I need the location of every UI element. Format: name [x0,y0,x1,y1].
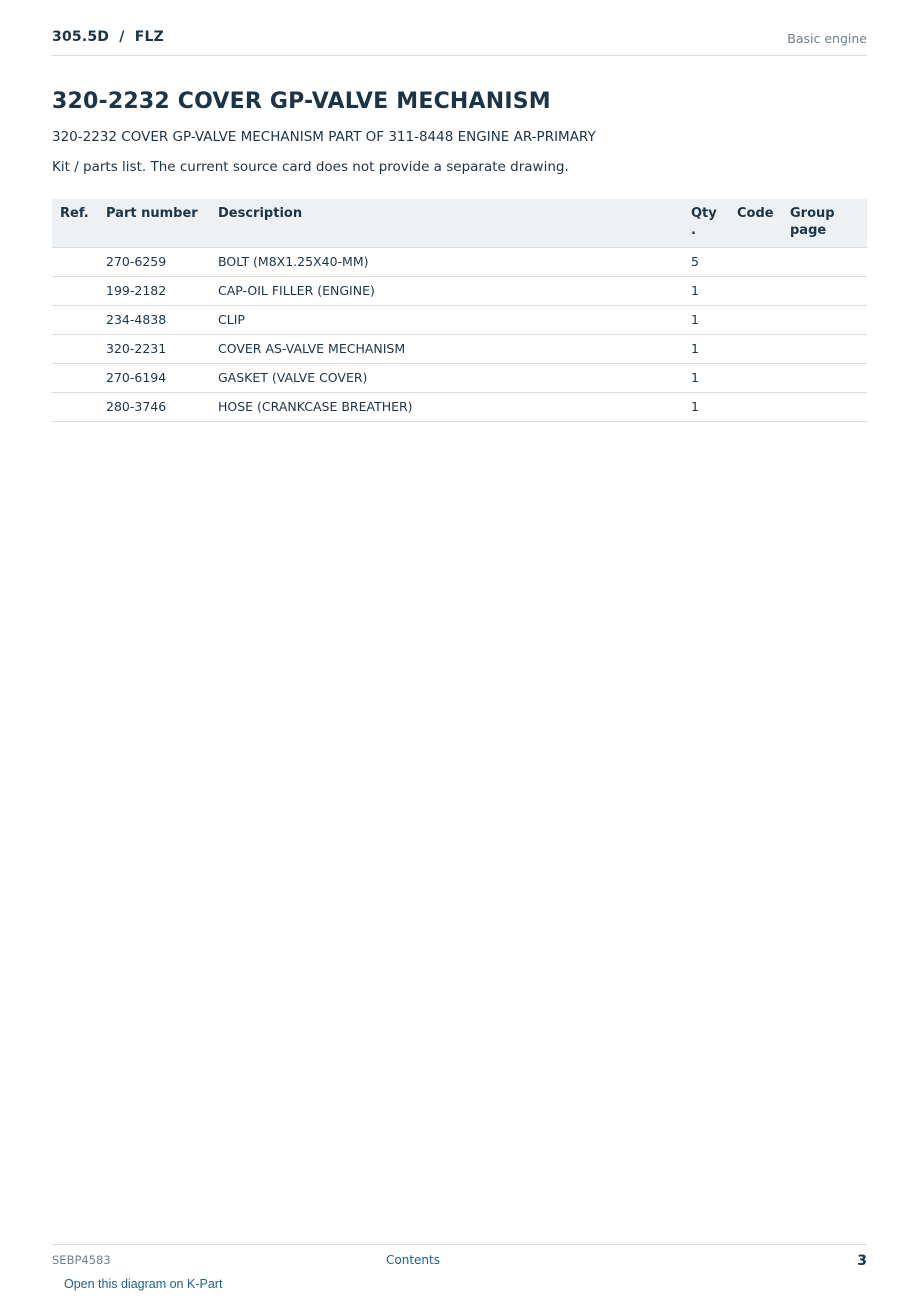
page-number: 3 [857,1253,867,1269]
cell-code [729,277,782,306]
cell-part-number: 270-6259 [98,248,210,277]
cell-qty: 1 [683,277,729,306]
cell-code [729,248,782,277]
page-footer [52,1244,867,1301]
cell-group-page [782,306,867,335]
cell-group-page [782,364,867,393]
cell-description: GASKET (VALVE COVER) [210,364,683,393]
table-row [52,277,867,306]
cell-qty: 1 [683,364,729,393]
cell-part-number: 320-2231 [98,335,210,364]
cell-ref [52,335,98,364]
cell-qty: 1 [683,306,729,335]
cell-code [729,335,782,364]
contents-link[interactable]: Contents [386,1253,440,1267]
cell-group-page [782,248,867,277]
model-breadcrumb: 305.5D / FLZ [52,29,164,45]
page-header [52,28,867,56]
column-header-ref: Ref. [52,199,98,248]
cell-part-number: 234-4838 [98,306,210,335]
table-row [52,335,867,364]
parts-table [52,199,867,422]
page-subtitle: 320-2232 COVER GP-VALVE MECHANISM PART OF 311-8448 ENGINE AR-PRIMARY [52,129,596,145]
cell-qty: 5 [683,248,729,277]
cell-ref [52,393,98,422]
page-title: 320-2232 COVER GP-VALVE MECHANISM [52,89,551,114]
column-header-qty: Qty . [683,199,729,248]
cell-code [729,306,782,335]
column-header-code: Code [729,199,782,248]
cell-description: CLIP [210,306,683,335]
cell-ref [52,306,98,335]
cell-description: COVER AS-VALVE MECHANISM [210,335,683,364]
cell-part-number: 199-2182 [98,277,210,306]
table-row [52,364,867,393]
cell-code [729,393,782,422]
source-note: Kit / parts list. The current source card does not provide a separate drawing. [52,159,569,175]
open-kpart-link[interactable]: Open this diagram on K-Part [64,1277,223,1291]
cell-description: BOLT (M8X1.25X40-MM) [210,248,683,277]
cell-ref [52,248,98,277]
cell-description: CAP-OIL FILLER (ENGINE) [210,277,683,306]
cell-ref [52,364,98,393]
document-page [52,0,867,1300]
cell-qty: 1 [683,393,729,422]
document-id: SEBP4583 [52,1253,111,1267]
cell-group-page [782,277,867,306]
cell-part-number: 280-3746 [98,393,210,422]
cell-group-page [782,393,867,422]
table-row [52,306,867,335]
column-header-part-number: Part number [98,199,210,248]
column-header-description: Description [210,199,683,248]
cell-ref [52,277,98,306]
cell-group-page [782,335,867,364]
column-header-group-page: Group page [782,199,867,248]
cell-qty: 1 [683,335,729,364]
table-header-row [52,199,867,248]
cell-part-number: 270-6194 [98,364,210,393]
cell-code [729,364,782,393]
cell-description: HOSE (CRANKCASE BREATHER) [210,393,683,422]
section-label: Basic engine [787,31,867,46]
table-row [52,248,867,277]
table-row [52,393,867,422]
